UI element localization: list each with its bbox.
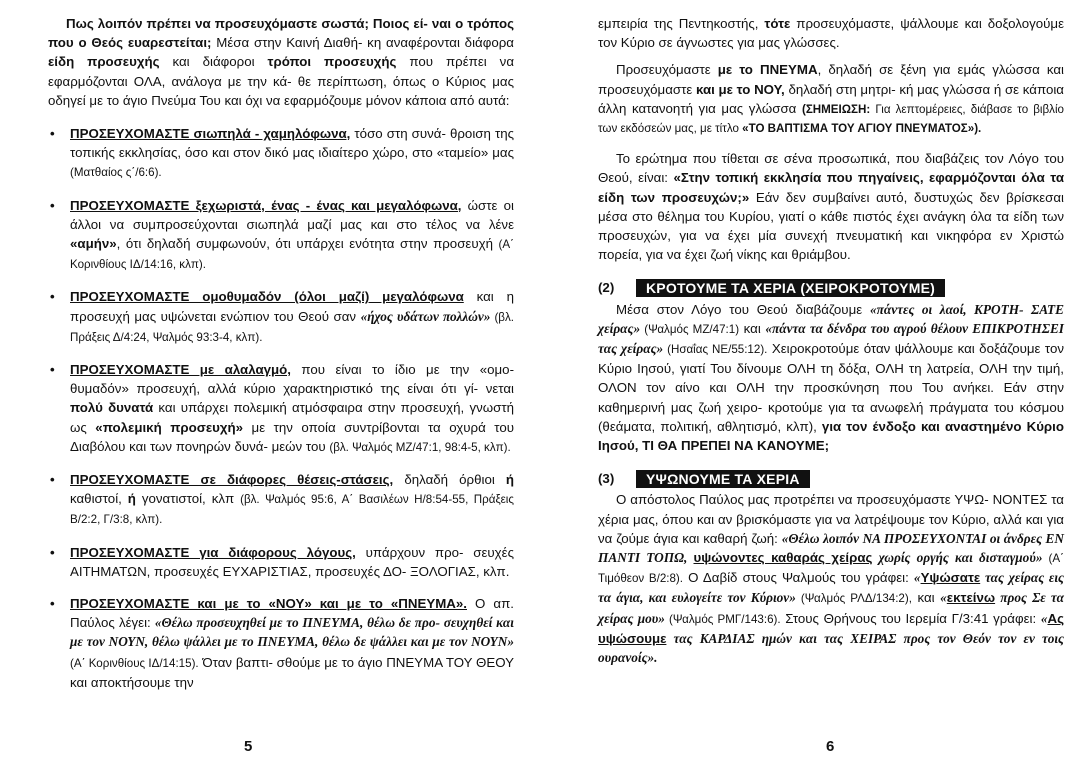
page-number: 5 [244, 737, 253, 755]
paragraph-text: εμπειρία της Πεντηκοστής, [598, 16, 765, 31]
list-item-text: τόσο στη συνά- θροιση της τοπικής εκκλησίας, όσο και στον δικό μας ιδιαίτερο χώρο, στο «ταμείο» μας [70, 126, 514, 161]
section-title: ΚΡΟΤΟΥΜΕ ΤΑ ΧΕΡΙΑ (ΧΕΙΡΟΚΡΟΤΟΥΜΕ) [636, 279, 945, 297]
scripture-quote: προς Σε τα χείρας μου» [598, 590, 1064, 626]
scripture-quote: «Θέλω προσευχηθεί με το ΠΝΕΥΜΑ, θέλω δε προ- σευχηθεί και με τον ΝΟΥΝ, θέλω ψάλλει με το ΠΝΕΥΜΑ, θέλω δε ψάλλει και με τον ΝΟΥΝ» [70, 615, 514, 650]
paragraph-text: Μέσα στον Λόγο του Θεού διαβάζουμε [616, 301, 870, 317]
underlined-phrase: εκτείνω [946, 590, 996, 606]
list-item [48, 594, 514, 692]
bullet-icon: • [50, 126, 55, 142]
intro-paragraph [48, 14, 514, 110]
bullet-icon: • [50, 596, 55, 612]
scripture-reference: (Α΄ Κορινθίους ΙΔ/14:15). [70, 656, 199, 670]
paragraph-text: δηλαδή στη μητρι- κή μας γλώσσα ή σε κάποια άλλη κατανοητή για μας γλώσσα [598, 81, 1064, 116]
intro-text: που πρέπει να εφαρμόζονται ΟΛΑ, ανάλογα με την κά- θε περίπτωση, όπως ο Κύριος μας οδηγεί με το άγιο Πνεύμα Του και όχι να εφαρμόζουμε μόνον κάποια από αυτά: [48, 54, 515, 108]
scripture-reference: (βλ. Πράξεις Δ/4:24, Ψαλμός 93:3-4, κλπ). [70, 310, 514, 344]
bullet-icon: • [50, 289, 55, 305]
section-number: (3) [598, 471, 615, 487]
bullet-icon: • [50, 544, 55, 560]
note-book-title: «ΤΟ ΒΑΠΤΙΣΜΑ ΤΟΥ ΑΓΙΟΥ ΠΝΕΥΜΑΤΟΣ»). [742, 122, 982, 136]
list-item-heading: ΠΡΟΣΕΥΧΟΜΑΣΤΕ σιωπηλά - χαμηλόφωνα, [70, 126, 351, 142]
scripture-quote: « [940, 590, 947, 606]
bold-phrase: «πολεμική προσευχή» [95, 419, 244, 435]
list-item-heading: ΠΡΟΣΕΥΧΟΜΑΣΤΕ σε διάφορες θέσεις-στάσεις, [70, 472, 394, 488]
list-item [48, 124, 514, 183]
scripture-quote: «Θέλω λοιπόν ΝΑ ΠΡΟΣΕΥΧΟΝΤΑΙ οι άνδρες ΕΝ ΠΑΝΤΙ ΤΟΠΩ, [598, 530, 1064, 566]
bold-phrase: ή [127, 491, 136, 507]
scripture-reference: (Ησαΐας ΝΕ/55:12). [663, 343, 768, 357]
right-page [546, 0, 1092, 772]
list-item-text: ώστε οι άλλοι να συμπροσεύχονται σιωπηλά μαζί μας και στο τέλος να λένε [70, 197, 514, 232]
paragraph-text: Εάν δεν συμβαίνει αυτό, δυστυχώς δεν βρίσκεσαι μέσα στο θέλημα του Κυρίου, γιατί ο κάθε πιστός έχει ανάγκη όλα τα είδη των προσευχών, για να έχει μία συνεχή πνευματική και νικηφόρα εν Χριστώ πορεία, για να έχει ζωή νίκης και θριάμβου. [598, 189, 1064, 263]
list-item-text: με την οποία συντρίβονται τα οχυρά του Διαβόλου και των πονηρών δυνά- μεών του [70, 419, 514, 454]
paragraph-text: Προσευχόμαστε [616, 62, 718, 78]
paragraph-text: Ο απόστολος Παύλος μας προτρέπει να προσευχόμαστε ΥΨΩ- ΝΟΝΤΕΣ τα χέρια μας, όπου και αν βρισκόμαστε για να λατρέψουμε τον Κύριο, αλλά και για να ζούμε άγια και καθαρή ζωή: [598, 492, 1064, 546]
underlined-phrase: Υψώσατε [920, 570, 981, 586]
intro-text: Μέσα στην Καινή Διαθή- κη αναφέρονται διάφορα [211, 35, 514, 51]
bold-phrase: τότε [764, 16, 791, 31]
list-item [48, 287, 514, 347]
bold-phrase: πολύ δυνατά [70, 400, 154, 416]
list-item-heading: ΠΡΟΣΕΥΧΟΜΑΣΤΕ ομοθυμαδόν (όλοι μαζί) μεγαλόφωνα [70, 289, 464, 305]
bold-phrase: και με το ΝΟΥ, [696, 81, 785, 97]
scripture-reference: (βλ. Ψαλμός 95:6, Α΄ Βασιλέων Η/8:54-55, Πράξεις Β/2:2, Γ/3:8, κλπ). [70, 493, 514, 527]
scripture-reference: (Ψαλμός ΜΖ/47:1) [640, 322, 740, 336]
paragraph-text: Χειροκροτούμε όταν ψάλλουμε και δοξάζουμε τον Κύριο Ιησού, γιατί Του δίνουμε ΟΛΗ τη δόξα, ΟΛΗ τη λατρεία, ΟΛΗ την τιμή, ΟΛΟΝ τον αίνο και ΟΛΗ την προσκύνηση που Του ανήκει. Εάν στην καθημερινή μας ζωή χειρο- κροτούμε για τα ανωφελή πράγματα του κόσμου (θεάματα, πολιτική, αθλητισμό, κλπ), [598, 341, 1064, 434]
list-item [48, 543, 514, 581]
scripture-quote: « [913, 570, 921, 586]
section-heading [598, 278, 1064, 297]
paragraph-text: και [739, 320, 766, 336]
list-item-text: δηλαδή όρθιοι [393, 472, 506, 488]
list-item-text: , ότι δηλαδή συμφωνούν, ότι υπάρχει ενότητα στην προσευχή [116, 236, 499, 252]
paragraph [598, 60, 1064, 137]
underlined-phrase: Ας υψώσουμε [598, 610, 1064, 646]
list-item-text: και η προσευχή μας υψώνεται ενώπιον του Θεού σαν [70, 289, 514, 324]
underlined-phrase: υψώνοντες καθαράς χείρας [693, 550, 873, 566]
paragraph-text: και [911, 590, 941, 606]
intro-text: και διάφοροι [159, 54, 268, 70]
bullet-icon: • [50, 197, 55, 213]
paragraph-text: Στους Θρήνους του Ιερεμία Γ/3:41 γράφει: [780, 610, 1041, 626]
intro-bold-kinds: είδη προσευχής [48, 54, 160, 70]
section-paragraph [598, 300, 1064, 456]
bold-phrase: ή [505, 472, 515, 488]
intro-question: Πως λοιπόν πρέπει να προσευχόμαστε σωστά; Ποιος εί- ναι ο τρόπος που ο Θεός ευαρεστείται; [48, 16, 514, 51]
scripture-quote: « [1040, 610, 1048, 626]
amen-word: «αμήν» [70, 236, 117, 252]
bold-phrase: με το ΠΝΕΥΜΑ [717, 62, 818, 78]
scripture-reference: (Ψαλμός ΡΛΔ/134:2), [795, 592, 912, 606]
scripture-quote: χωρίς οργής και δισταγμού» [872, 550, 1043, 566]
section-title: ΥΨΩΝΟΥΜΕ ΤΑ ΧΕΡΙΑ [636, 470, 810, 488]
list-item-text: και υπάρχει πολεμική ατμόσφαιρα στην προσευχή, γνωστή ως [70, 400, 514, 435]
scripture-quote: τας ΚΑΡΔΙΑΣ ημών και τας ΧΕΙΡΑΣ προς τον Θεόν τον εν τοις ουρανοίς». [598, 630, 1064, 666]
list-item-heading: ΠΡΟΣΕΥΧΟΜΑΣΤΕ με αλαλαγμό, [70, 362, 291, 378]
scripture-reference: (βλ. Ψαλμός ΜΖ/47:1, 98:4-5, κλπ). [329, 440, 511, 454]
list-item [48, 470, 514, 530]
scripture-quote: «ήχος υδάτων πολλών» [360, 308, 491, 324]
section-number: (2) [598, 280, 615, 296]
scripture-quote: «πάντα τα δένδρα του αγρού θέλουν ΕΠΙΚΡΟΤΗΣΕΙ τας χείρας» [598, 320, 1064, 357]
section-paragraph [598, 490, 1064, 667]
scripture-quote: «πάντες οι λαοί, ΚΡΟΤΗ- ΣΑΤΕ χείρας» [598, 301, 1064, 336]
note-text: Για λεπτομέρειες, διάβασε το βιβλίο των εκδόσεών μας, με τίτλο [598, 102, 1064, 136]
list-item-text: γονατιστοί, κλπ [135, 491, 241, 507]
scripture-quote: τας χείρας εις τα άγια, και ευλογείτε τον Κύριον» [598, 570, 1064, 606]
paragraph-text: Το ερώτημα που τίθεται σε σένα προσωπικά, που διαβάζεις τον Λόγο του Θεού, είναι: [598, 151, 1064, 186]
note-label: (ΣΗΜΕΙΩΣΗ: [801, 102, 871, 116]
bullet-icon: • [50, 472, 55, 488]
list-item-heading: ΠΡΟΣΕΥΧΟΜΑΣΤΕ για διάφορους λόγους, [70, 544, 356, 560]
bold-phrase: για τον ένδοξο και αναστημένο Κύριο Ιησού, ΤΙ ΘΑ ΠΡΕΠΕΙ ΝΑ ΚΑΝΟΥΜΕ; [598, 418, 1064, 454]
intro-bold-ways: τρόποι προσευχής [267, 54, 397, 70]
list-item [48, 360, 514, 457]
paragraph [598, 149, 1064, 264]
list-item-text: υπάρχουν προ- σευχές ΑΙΤΗΜΑΤΩΝ, προσευχές ΕΥΧΑΡΙΣΤΙΑΣ, προσευχές ΔΟ- ΞΟΛΟΓΙΑΣ, κλπ. [70, 544, 514, 579]
list-item-text: Όταν βαπτι- σθούμε με το άγιο ΠΝΕΥΜΑ ΤΟΥ ΘΕΟΥ και αποκτήσουμε την [70, 654, 514, 690]
list-item-text: Ο απ. Παύλος λέγει: [70, 596, 514, 631]
prayer-types-list [48, 124, 514, 692]
scripture-reference: (Α΄ Κορινθίους ΙΔ/14:16, κλπ). [70, 238, 514, 272]
paragraph [598, 14, 1064, 52]
list-item-heading: ΠΡΟΣΕΥΧΟΜΑΣΤΕ και με το «ΝΟΥ» και με το «ΠΝΕΥΜΑ». [70, 596, 467, 612]
list-item-text: καθιστοί, [70, 491, 128, 507]
bullet-icon: • [50, 362, 55, 378]
scripture-reference: (Ματθαίος ς΄/6:6). [70, 166, 162, 180]
paragraph-text: προσευχόμαστε, ψάλλουμε και δοξολογούμε τον Κύριο σε άγνωστες για μας γλώσσες. [598, 16, 1064, 51]
list-item [48, 196, 514, 275]
scripture-reference: (Α΄ Τιμόθεον Β/2:8). [598, 552, 1064, 586]
bold-question: «Στην τοπική εκκλησία που πηγαίνεις, εφαρμόζονται όλα τα είδη των προσευχών;» [598, 170, 1064, 205]
paragraph-text: , δηλαδή σε ξένη για εμάς γλώσσα και προσευχόμαστε [598, 62, 1064, 97]
scripture-reference: (Ψαλμός ΡΜΓ/143:6). [664, 612, 781, 626]
list-item-text: που είναι το ίδιο με την «ομο- θυμαδόν» προσευχή, αλλά κύριο χαρακτηριστικό της είναι ότι γί- νεται [70, 362, 515, 397]
paragraph-text: Ο Δαβίδ στους Ψαλμούς του γράφει: [683, 570, 914, 586]
list-item-heading: ΠΡΟΣΕΥΧΟΜΑΣΤΕ ξεχωριστά, ένας - ένας και μεγαλόφωνα, [70, 197, 462, 213]
section-heading [598, 469, 1064, 488]
page-number: 6 [826, 737, 835, 755]
